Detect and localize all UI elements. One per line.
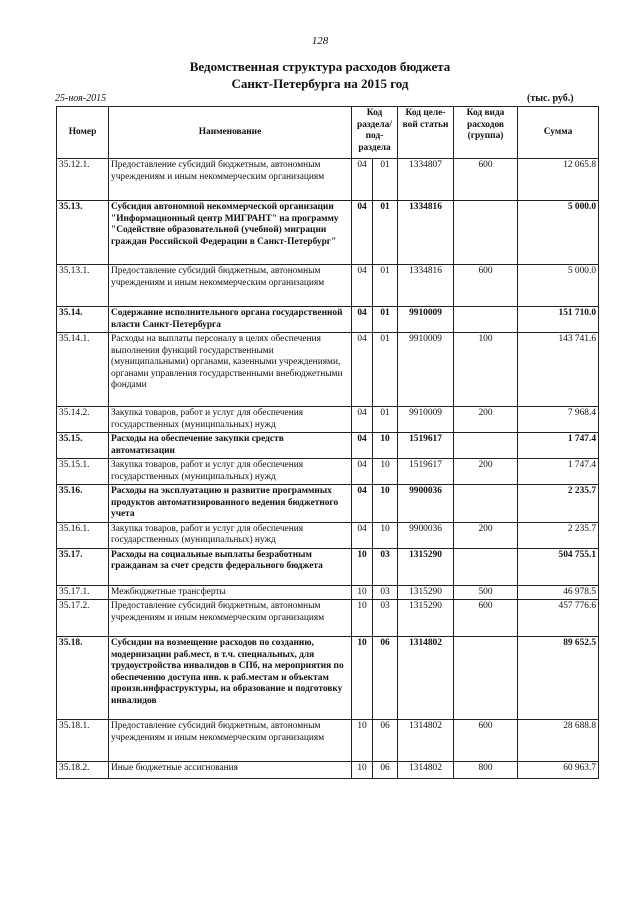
table-row <box>57 459 599 485</box>
row-celevaya-statya: 9910009 <box>398 407 454 433</box>
table-row <box>57 548 599 585</box>
table-row <box>57 762 599 779</box>
row-vid-rashodov: 600 <box>454 159 518 201</box>
row-name: Закупка товаров, работ и услуг для обеспечения государственных (муниципальных) нужд <box>109 407 352 433</box>
row-name: Межбюджетные трансферты <box>109 585 352 600</box>
row-razdel: 10 <box>352 585 373 600</box>
title-line-1: Ведомственная структура расходов бюджета <box>189 59 451 74</box>
row-podrazdel: 03 <box>373 600 398 637</box>
row-name: Расходы на выплаты персоналу в целях обеспечения выполнения функций государственными (муниципальными) органами, казенными учреждениями, органами управления государственными внебюджетными фондами <box>109 333 352 407</box>
row-name: Субсидия автономной некоммерческой организации "Информационный центр МИГРАНТ" на программу "Содействие образовательной (учебной) миграции граждан Российской Федерации в Санкт-Петербург" <box>109 201 352 265</box>
row-podrazdel: 10 <box>373 485 398 523</box>
row-razdel: 10 <box>352 720 373 762</box>
table-row <box>57 522 599 548</box>
row-summa: 5 000.0 <box>518 265 599 307</box>
table-row <box>57 637 599 720</box>
row-celevaya-statya: 1314802 <box>398 637 454 720</box>
document-title <box>0 58 640 92</box>
table-row <box>57 433 599 459</box>
row-number: 35.14. <box>57 307 109 333</box>
table-row <box>57 407 599 433</box>
row-summa: 457 776.6 <box>518 600 599 637</box>
row-vid-rashodov: 200 <box>454 459 518 485</box>
header-summa: Сумма <box>518 107 599 159</box>
header-razdel: Код раздела/ под-раздела <box>352 107 398 159</box>
row-summa: 89 652.5 <box>518 637 599 720</box>
row-number: 35.15. <box>57 433 109 459</box>
row-celevaya-statya: 1315290 <box>398 548 454 585</box>
row-celevaya-statya: 1519617 <box>398 459 454 485</box>
row-vid-rashodov <box>454 637 518 720</box>
row-razdel: 04 <box>352 407 373 433</box>
row-vid-rashodov: 100 <box>454 333 518 407</box>
row-celevaya-statya: 9900036 <box>398 522 454 548</box>
row-celevaya-statya: 1315290 <box>398 585 454 600</box>
document-date: 25-ноя-2015 <box>55 93 107 104</box>
row-podrazdel: 10 <box>373 459 398 485</box>
row-summa: 1 747.4 <box>518 433 599 459</box>
row-podrazdel: 01 <box>373 307 398 333</box>
row-celevaya-statya: 1519617 <box>398 433 454 459</box>
row-number: 35.18.1. <box>57 720 109 762</box>
row-celevaya-statya: 9910009 <box>398 307 454 333</box>
row-summa: 28 688.8 <box>518 720 599 762</box>
row-podrazdel: 01 <box>373 159 398 201</box>
row-vid-rashodov: 600 <box>454 265 518 307</box>
table-row <box>57 201 599 265</box>
row-summa: 60 963.7 <box>518 762 599 779</box>
row-vid-rashodov: 200 <box>454 407 518 433</box>
table-row <box>57 720 599 762</box>
row-number: 35.17.2. <box>57 600 109 637</box>
header-name: Наименование <box>109 107 352 159</box>
row-summa: 143 741.6 <box>518 333 599 407</box>
row-celevaya-statya: 1314802 <box>398 720 454 762</box>
row-number: 35.14.1. <box>57 333 109 407</box>
table-row <box>57 585 599 600</box>
row-razdel: 04 <box>352 333 373 407</box>
row-name: Расходы на обеспечение закупки средств автоматизации <box>109 433 352 459</box>
row-razdel: 04 <box>352 522 373 548</box>
table-row <box>57 600 599 637</box>
table-row <box>57 265 599 307</box>
row-vid-rashodov <box>454 433 518 459</box>
row-podrazdel: 06 <box>373 762 398 779</box>
row-summa: 12 065.8 <box>518 159 599 201</box>
row-number: 35.12.1. <box>57 159 109 201</box>
row-number: 35.18.2. <box>57 762 109 779</box>
row-name: Предоставление субсидий бюджетным, автономным учреждениям и иным некоммерческим организациям <box>109 600 352 637</box>
row-number: 35.15.1. <box>57 459 109 485</box>
row-podrazdel: 10 <box>373 433 398 459</box>
row-celevaya-statya: 1334816 <box>398 265 454 307</box>
row-podrazdel: 06 <box>373 720 398 762</box>
row-razdel: 04 <box>352 459 373 485</box>
row-name: Расходы на социальные выплаты безработным гражданам за счет средств федерального бюджета <box>109 548 352 585</box>
title-line-2: Санкт-Петербурга на 2015 год <box>231 76 409 91</box>
row-celevaya-statya: 1334807 <box>398 159 454 201</box>
row-vid-rashodov: 500 <box>454 585 518 600</box>
row-number: 35.13. <box>57 201 109 265</box>
row-celevaya-statya: 1314802 <box>398 762 454 779</box>
row-celevaya-statya: 9910009 <box>398 333 454 407</box>
row-number: 35.17.1. <box>57 585 109 600</box>
row-summa: 46 978.5 <box>518 585 599 600</box>
budget-table <box>56 106 599 779</box>
row-summa: 2 235.7 <box>518 485 599 523</box>
row-podrazdel: 01 <box>373 201 398 265</box>
row-vid-rashodov <box>454 201 518 265</box>
table-row <box>57 333 599 407</box>
page-number: 128 <box>311 35 329 47</box>
row-podrazdel: 01 <box>373 333 398 407</box>
currency-unit: (тыс. руб.) <box>527 93 574 104</box>
table-row <box>57 485 599 523</box>
row-celevaya-statya: 1334816 <box>398 201 454 265</box>
row-name: Предоставление субсидий бюджетным, автономным учреждениям и иным некоммерческим организациям <box>109 159 352 201</box>
row-podrazdel: 01 <box>373 407 398 433</box>
row-number: 35.14.2. <box>57 407 109 433</box>
row-razdel: 10 <box>352 637 373 720</box>
row-razdel: 10 <box>352 600 373 637</box>
row-vid-rashodov <box>454 485 518 523</box>
row-number: 35.13.1. <box>57 265 109 307</box>
table-row <box>57 307 599 333</box>
table-body <box>57 159 599 779</box>
row-razdel: 04 <box>352 265 373 307</box>
row-name: Предоставление субсидий бюджетным, автономным учреждениям и иным некоммерческим организациям <box>109 720 352 762</box>
row-name: Субсидии на возмещение расходов по созданию, модернизации раб.мест, в т.ч. специальных, для трудоустройства инвалидов в СПб, на мероприятия по обеспечению доступа инв. к раб.местам и объектам произв.инфраструктуры, на образование и подготовку инвалидов <box>109 637 352 720</box>
row-name: Расходы на эксплуатацию и развитие программных продуктов автоматизированного ведения бюджетного учета <box>109 485 352 523</box>
row-vid-rashodov: 600 <box>454 600 518 637</box>
row-podrazdel: 10 <box>373 522 398 548</box>
row-vid-rashodov <box>454 307 518 333</box>
row-name: Иные бюджетные ассигнования <box>109 762 352 779</box>
row-summa: 1 747.4 <box>518 459 599 485</box>
row-celevaya-statya: 9900036 <box>398 485 454 523</box>
header-nomer: Номер <box>57 107 109 159</box>
row-podrazdel: 01 <box>373 265 398 307</box>
row-vid-rashodov: 600 <box>454 720 518 762</box>
row-razdel: 04 <box>352 485 373 523</box>
row-razdel: 04 <box>352 433 373 459</box>
row-razdel: 10 <box>352 762 373 779</box>
header-vid: Код вида расходов (группа) <box>454 107 518 159</box>
row-name: Закупка товаров, работ и услуг для обеспечения государственных (муниципальных) нужд <box>109 522 352 548</box>
row-razdel: 04 <box>352 307 373 333</box>
row-summa: 151 710.0 <box>518 307 599 333</box>
header-statya: Код целе-вой статьи <box>398 107 454 159</box>
row-name: Закупка товаров, работ и услуг для обеспечения государственных (муниципальных) нужд <box>109 459 352 485</box>
row-podrazdel: 03 <box>373 548 398 585</box>
row-number: 35.16. <box>57 485 109 523</box>
row-vid-rashodov <box>454 548 518 585</box>
row-podrazdel: 03 <box>373 585 398 600</box>
row-vid-rashodov: 800 <box>454 762 518 779</box>
row-number: 35.16.1. <box>57 522 109 548</box>
row-razdel: 04 <box>352 159 373 201</box>
row-summa: 2 235.7 <box>518 522 599 548</box>
row-razdel: 04 <box>352 201 373 265</box>
row-razdel: 10 <box>352 548 373 585</box>
row-name: Предоставление субсидий бюджетным, автономным учреждениям и иным некоммерческим организациям <box>109 265 352 307</box>
row-celevaya-statya: 1315290 <box>398 600 454 637</box>
row-podrazdel: 06 <box>373 637 398 720</box>
row-vid-rashodov: 200 <box>454 522 518 548</box>
row-summa: 504 755.1 <box>518 548 599 585</box>
row-name: Содержание исполнительного органа государственной власти Санкт-Петербурга <box>109 307 352 333</box>
row-number: 35.18. <box>57 637 109 720</box>
row-summa: 5 000.0 <box>518 201 599 265</box>
row-number: 35.17. <box>57 548 109 585</box>
table-row <box>57 159 599 201</box>
row-summa: 7 968.4 <box>518 407 599 433</box>
